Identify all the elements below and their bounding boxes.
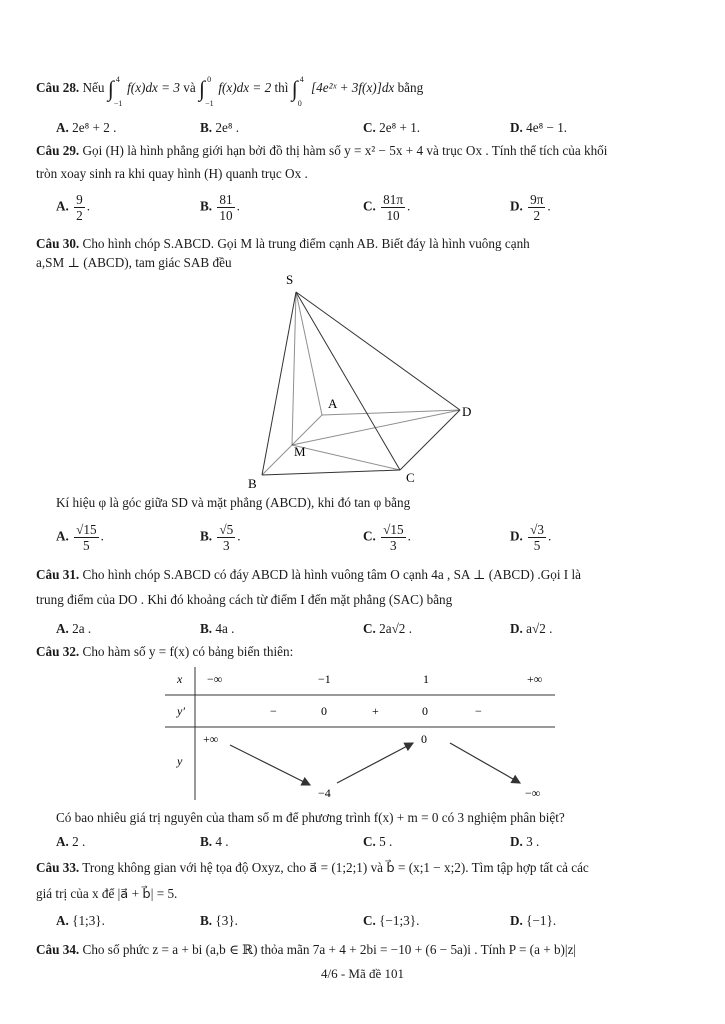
table-y-label: y bbox=[177, 754, 183, 768]
option-d[interactable]: D. a√2 . bbox=[510, 621, 553, 636]
upper-limit: 4 bbox=[115, 75, 120, 84]
option-d[interactable]: D. {−1}. bbox=[510, 913, 557, 928]
question-label: Câu 32. bbox=[36, 644, 80, 659]
question-text: Gọi (H) là hình phẳng giới hạn bởi đồ thị hàm số y = x² − 5x + 4 và trục Ox . Tính thể tích của khối bbox=[82, 143, 608, 158]
option-c[interactable]: C. $\frac{81\pi}{10}$ . bbox=[363, 192, 411, 223]
option-d[interactable]: D. 3 . bbox=[510, 834, 540, 849]
y-value: −∞ bbox=[525, 786, 541, 800]
option-letter: B. bbox=[200, 120, 213, 135]
connector-text: thì bbox=[274, 80, 289, 96]
option-c[interactable]: C. 2e⁸ + 1. bbox=[363, 120, 421, 135]
option-letter: A. bbox=[56, 834, 69, 849]
edge-SA bbox=[296, 292, 322, 415]
yprime-zero: 0 bbox=[422, 704, 428, 718]
edge-SD bbox=[296, 292, 460, 410]
option-letter: D. bbox=[510, 621, 523, 636]
question-text: Cho hình chóp S.ABCD có đáy ABCD là hình vuông tâm O cạnh 4a , SA ⊥ (ABCD) .Gọi I là bbox=[82, 567, 582, 582]
question-31-line2: trung điểm của DO . Khi đó khoảng cách từ điểm I đến mặt phẳng (SAC) bằng bbox=[36, 592, 453, 607]
question-text: Cho số phức z = a + bi (a,b ∈ ℝ) thỏa mãn 7a + 4 + 2bi = −10 + (6 − 5a)i . Tính P = (a + b)|z| bbox=[82, 942, 577, 957]
yprime-sign: − bbox=[270, 704, 277, 718]
option-letter: B. bbox=[200, 913, 213, 928]
y-value: 0 bbox=[421, 732, 427, 746]
fraction: $\frac{9}{2}$ bbox=[76, 192, 83, 223]
question-text: Cho hình chóp S.ABCD. Gọi M là trung điểm cạnh AB. Biết đáy là hình vuông cạnh bbox=[82, 236, 530, 251]
question-label: Câu 29. bbox=[36, 143, 80, 158]
option-a[interactable]: A. 2e⁸ + 2 . bbox=[56, 120, 117, 135]
question-label: Câu 30. bbox=[36, 236, 80, 251]
fraction: $\frac{81\pi}{10}$ bbox=[383, 192, 403, 223]
x-value: 1 bbox=[423, 672, 429, 686]
option-letter: A. bbox=[56, 120, 69, 135]
fraction: $\frac{√15}{3}$ bbox=[383, 522, 404, 553]
segment-MD bbox=[292, 410, 460, 445]
option-a[interactable]: A. $\frac{9}{2}$ . bbox=[56, 192, 91, 223]
option-letter: B. bbox=[200, 621, 213, 636]
variation-table bbox=[165, 665, 560, 805]
question-text: Cho hàm số y = f(x) có bảng biến thiên: bbox=[82, 644, 294, 659]
question-32 bbox=[36, 644, 695, 660]
yprime-sign: + bbox=[372, 704, 379, 718]
fraction: $\frac{9\pi}{2}$ bbox=[530, 192, 544, 223]
edge-SB bbox=[262, 292, 296, 475]
option-c[interactable]: C. {−1;3}. bbox=[363, 913, 420, 928]
integral-sign-icon: ∫ bbox=[199, 76, 206, 101]
option-b[interactable]: B. {3}. bbox=[200, 913, 238, 928]
question-tail: bằng bbox=[397, 80, 424, 96]
lower-limit: −1 bbox=[113, 99, 123, 108]
page-footer: 4/6 - Mã đề 101 bbox=[320, 966, 405, 981]
x-value: −∞ bbox=[207, 672, 223, 686]
integral-sign-icon: ∫ bbox=[291, 76, 298, 101]
table-yprime-label: y′ bbox=[177, 704, 185, 718]
increase-arrow bbox=[337, 743, 413, 783]
decrease-arrow bbox=[230, 745, 310, 785]
edge-SC bbox=[296, 292, 400, 470]
option-d[interactable]: D. $\frac{9\pi}{2}$ . bbox=[510, 192, 551, 223]
question-29 bbox=[36, 143, 695, 159]
option-b[interactable]: B. 2e⁸ . bbox=[200, 120, 240, 135]
fraction: $\frac{√5}{3}$ bbox=[219, 522, 234, 553]
vertex-label-B: B bbox=[248, 476, 257, 491]
integral-expression: f(x)dx = 3 bbox=[127, 80, 180, 96]
question-34 bbox=[36, 942, 695, 958]
question-33-line2: giá trị của x để |a⃗ + b⃗| = 5. bbox=[36, 886, 178, 901]
question-30 bbox=[36, 236, 695, 252]
option-b[interactable]: B. 4a . bbox=[200, 621, 235, 636]
question-30-line2: a,SM ⊥ (ABCD), tam giác SAB đều bbox=[36, 255, 232, 270]
table-x-label: x bbox=[177, 672, 183, 686]
option-d[interactable]: D. $\frac{√3}{5}$ . bbox=[510, 522, 552, 553]
option-b[interactable]: B. $\frac{√5}{3}$ . bbox=[200, 522, 241, 553]
option-letter: C. bbox=[363, 834, 376, 849]
integral-expression: f(x)dx = 2 bbox=[218, 80, 272, 96]
question-label: Câu 33. bbox=[36, 860, 80, 875]
question-31 bbox=[36, 567, 695, 583]
x-value: −1 bbox=[318, 672, 331, 686]
integral-sign-icon: ∫ bbox=[107, 76, 114, 101]
vertex-label-A: A bbox=[328, 396, 338, 411]
y-value: +∞ bbox=[203, 732, 219, 746]
option-letter: D. bbox=[510, 834, 523, 849]
option-c[interactable]: C. $\frac{√15}{3}$ . bbox=[363, 522, 411, 553]
upper-limit: 4 bbox=[299, 75, 304, 84]
fraction: $\frac{81}{10}$ bbox=[219, 192, 233, 223]
question-label: Câu 28. bbox=[36, 80, 80, 96]
edge-BC bbox=[262, 470, 400, 475]
option-a[interactable]: A. 2a . bbox=[56, 621, 92, 636]
option-b[interactable]: B. $\frac{81}{10}$ . bbox=[200, 192, 240, 223]
option-c[interactable]: C. 2a√2 . bbox=[363, 621, 412, 636]
edge-CD bbox=[400, 410, 460, 470]
y-value: −4 bbox=[318, 786, 331, 800]
option-letter: D. bbox=[510, 913, 523, 928]
segment-MC bbox=[292, 445, 400, 470]
integral-expression: [4e²ˣ + 3f(x)]dx bbox=[311, 80, 395, 96]
option-c[interactable]: C. 5 . bbox=[363, 834, 393, 849]
option-b[interactable]: B. 4 . bbox=[200, 834, 229, 849]
option-a[interactable]: A. {1;3}. bbox=[56, 913, 105, 928]
option-a[interactable]: A. $\frac{√15}{5}$ . bbox=[56, 522, 104, 553]
option-a[interactable]: A. 2 . bbox=[56, 834, 86, 849]
lower-limit: −1 bbox=[205, 99, 214, 108]
yprime-zero: 0 bbox=[321, 704, 327, 718]
vertex-label-D: D bbox=[462, 404, 472, 419]
option-letter: C. bbox=[363, 120, 376, 135]
vertex-label-S: S bbox=[286, 272, 294, 287]
question-text: Nếu bbox=[82, 80, 105, 96]
lower-limit: 0 bbox=[297, 99, 302, 108]
question-29-line2: tròn xoay sinh ra khi quay hình (H) quanh trục Ox . bbox=[36, 166, 308, 181]
option-letter: B. bbox=[200, 834, 213, 849]
option-letter: C. bbox=[363, 913, 376, 928]
yprime-sign: − bbox=[475, 704, 482, 718]
question-30-line3: Kí hiệu φ là góc giữa SD và mặt phẳng (ABCD), khi đó tan φ bằng bbox=[56, 495, 411, 510]
option-letter: A. bbox=[56, 913, 69, 928]
question-33 bbox=[36, 860, 695, 876]
question-text: Trong không gian với hệ tọa độ Oxyz, cho a⃗ = (1;2;1) và b⃗ = (x;1 − x;2). Tìm tập hợp tất cả các bbox=[82, 860, 589, 875]
option-letter: A. bbox=[56, 621, 69, 636]
option-letter: D. bbox=[510, 120, 523, 135]
vertex-label-C: C bbox=[406, 470, 415, 485]
fraction: $\frac{√3}{5}$ bbox=[530, 522, 544, 553]
option-letter: C. bbox=[363, 621, 376, 636]
question-label: Câu 34. bbox=[36, 942, 80, 957]
connector-text: và bbox=[183, 80, 196, 96]
fraction: $\frac{√15}{5}$ bbox=[76, 522, 97, 553]
pyramid-figure bbox=[240, 270, 480, 495]
upper-limit: 0 bbox=[207, 75, 212, 84]
edge-SM bbox=[292, 292, 296, 445]
vertex-label-M: M bbox=[294, 444, 306, 459]
question-28 bbox=[36, 75, 695, 108]
decrease-arrow bbox=[450, 743, 520, 783]
x-value: +∞ bbox=[527, 672, 543, 686]
question-label: Câu 31. bbox=[36, 567, 80, 582]
question-32-line2: Có bao nhiêu giá trị nguyên của tham số m để phương trình f(x) + m = 0 có 3 nghiệm phân biệt? bbox=[56, 810, 565, 825]
option-d[interactable]: D. 4e⁸ − 1. bbox=[510, 120, 568, 135]
